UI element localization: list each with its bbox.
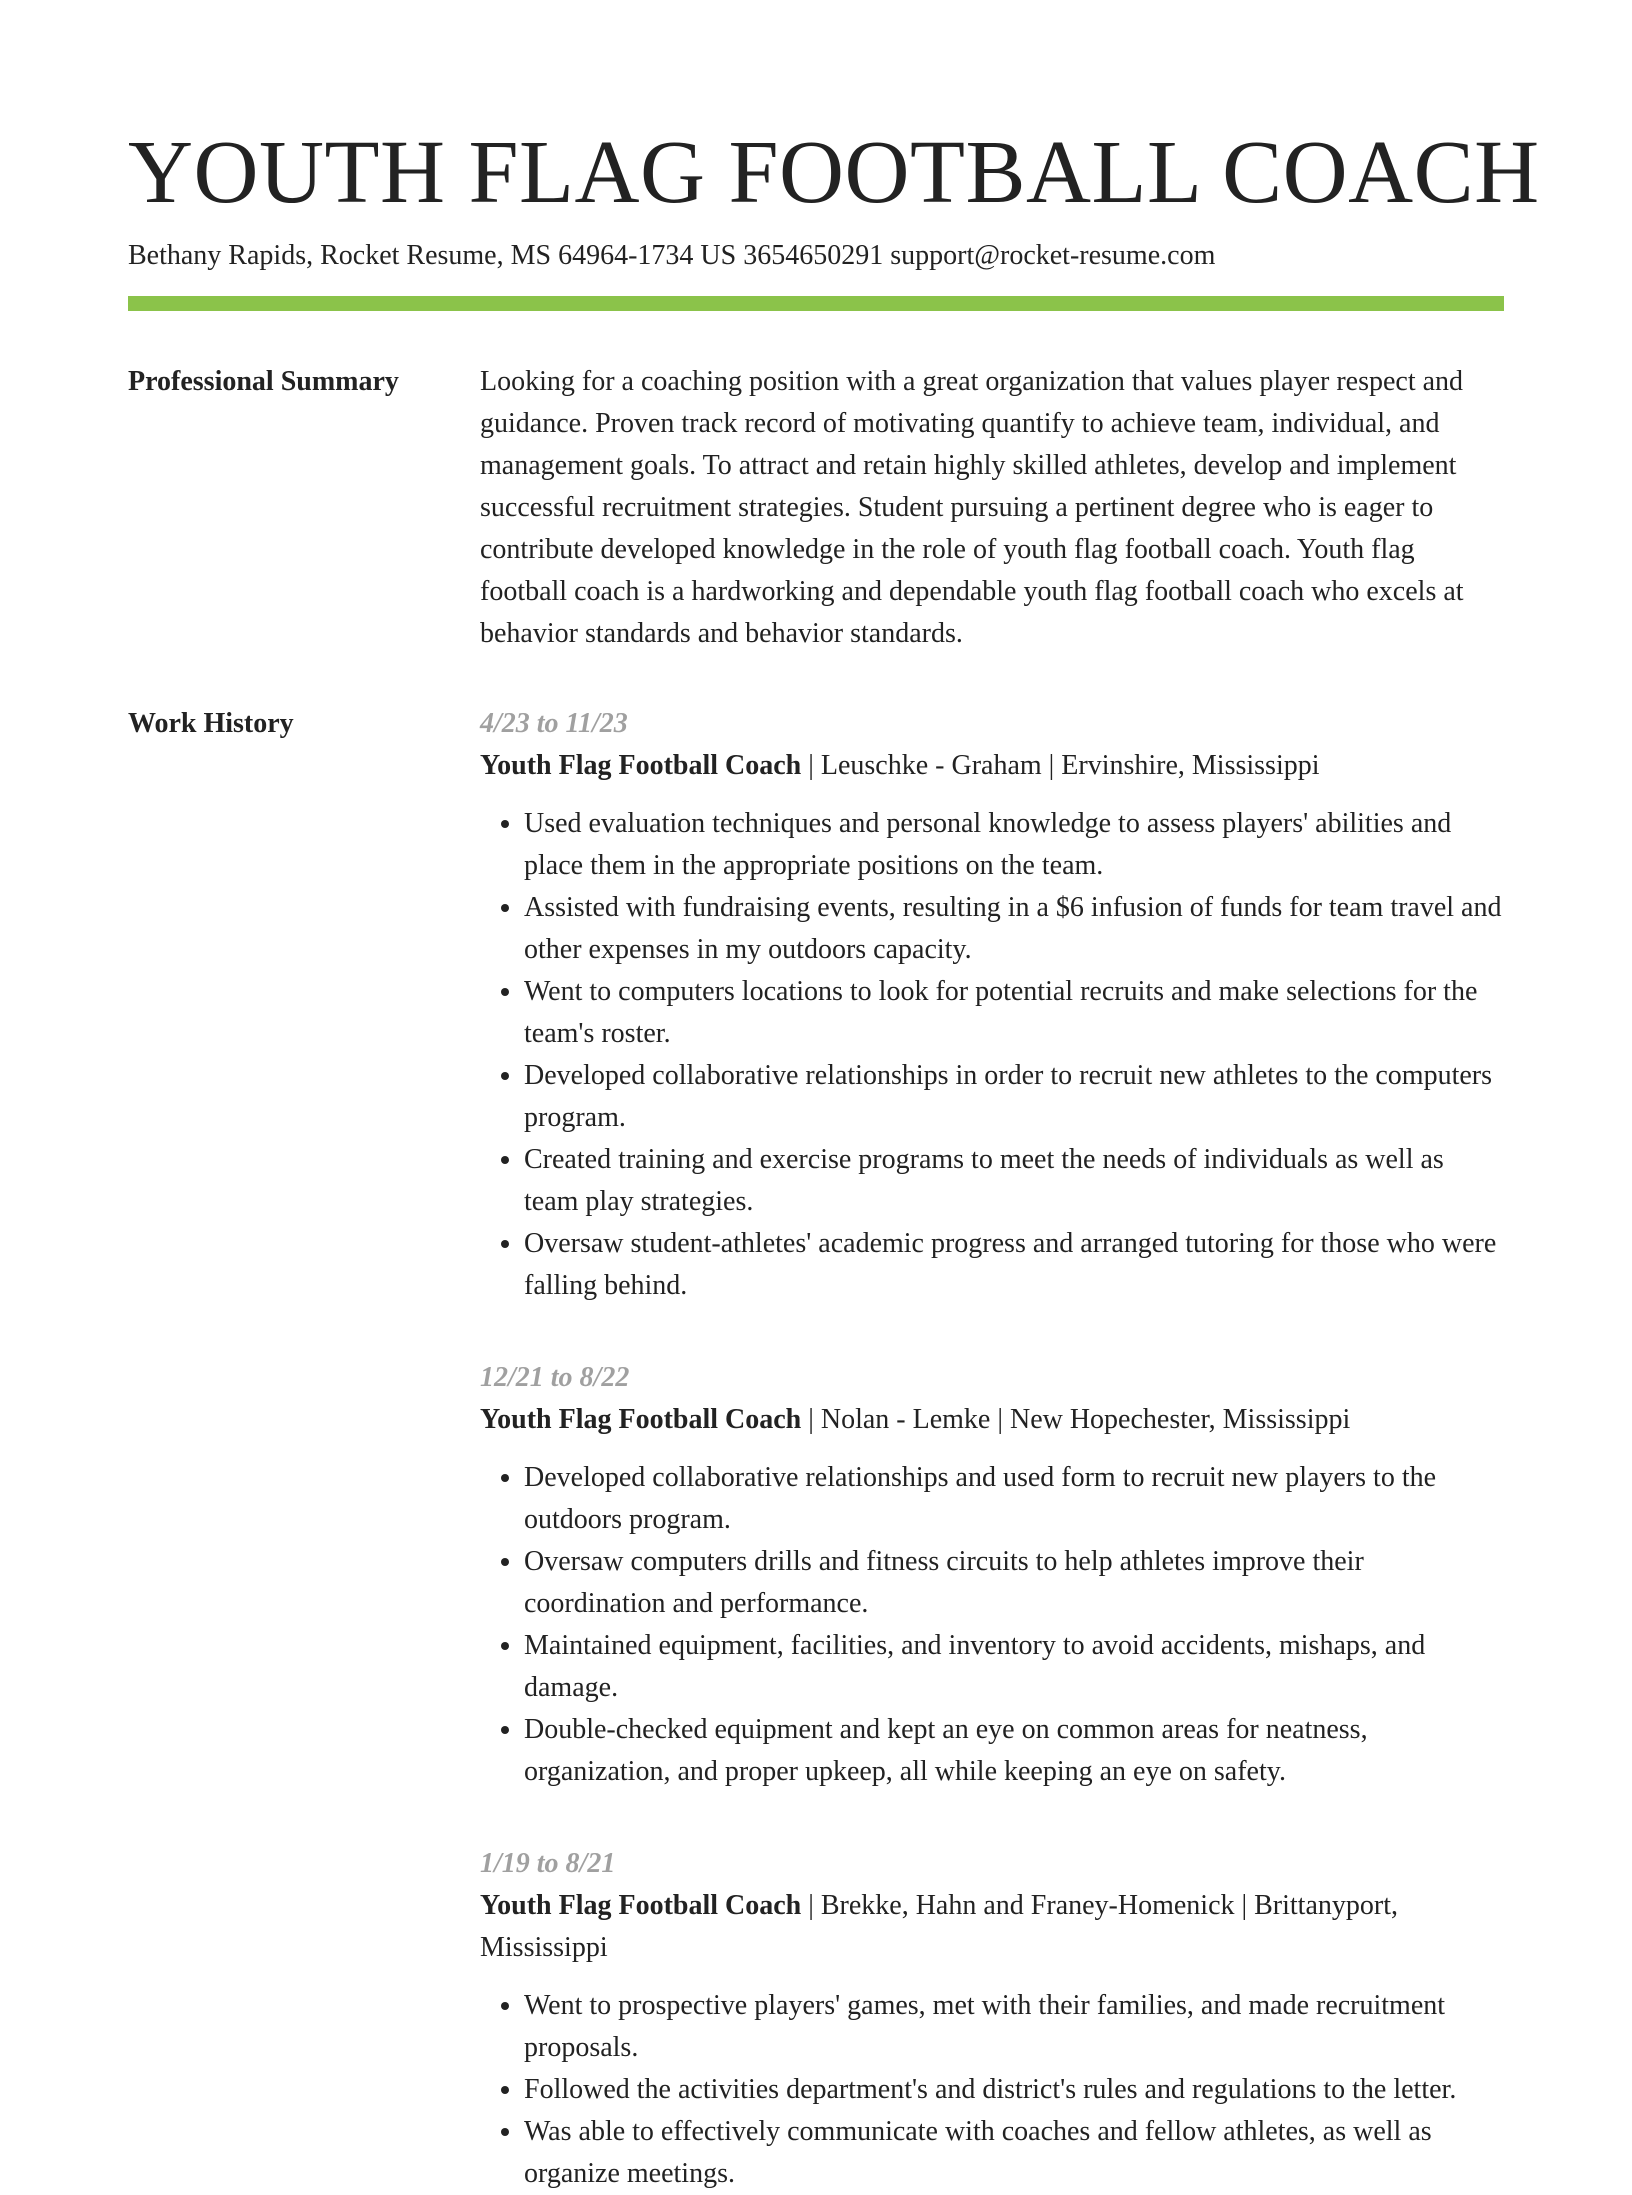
job-dates: 1/19 to 8/21 — [480, 1848, 616, 1879]
summary-heading: Professional Summary — [128, 366, 399, 397]
job-bullet: • Was able to effectively communicate with coaches and fellow athletes, as well as organize meetings. — [524, 2111, 1504, 2195]
job-bullet: • Developed collaborative relationships in order to recruit new athletes to the computers program. — [524, 1055, 1504, 1139]
resume-title: YOUTH FLAG FOOTBALL COACH — [128, 123, 1540, 222]
job-entry — [480, 1843, 1504, 2195]
work-history-section — [128, 703, 1504, 2195]
job-bullet: • Assisted with fundraising events, resulting in a $6 infusion of funds for team travel and other expenses in my outdoors capacity. — [524, 887, 1504, 971]
contact-email: support@rocket-resume.com — [890, 240, 1216, 271]
job-bullet: • Oversaw computers drills and fitness circuits to help athletes improve their coordination and performance. — [524, 1541, 1504, 1625]
contact-state-zip: MS 64964-1734 — [510, 240, 694, 271]
job-bullet: • Oversaw student-athletes' academic progress and arranged tutoring for those who were falling behind. — [524, 1223, 1504, 1307]
contact-street: Bethany Rapids, — [128, 240, 314, 271]
contact-country: US — [700, 240, 737, 271]
header-divider — [128, 296, 1504, 311]
job-title: Youth Flag Football Coach — [480, 1404, 802, 1435]
work-history-heading: Work History — [128, 708, 294, 739]
job-entry — [480, 703, 1504, 1307]
job-location: Ervinshire, Mississippi — [1061, 750, 1320, 781]
job-bullets — [480, 1457, 1504, 1793]
job-bullet: • Double-checked equipment and kept an eye on common areas for neatness, organization, and proper upkeep, all while keeping an eye on safety. — [524, 1709, 1504, 1793]
contact-line — [128, 236, 1504, 276]
summary-text: Looking for a coaching position with a great organization that values player respect and guidance. Proven track record of motivating quantify to achieve team, individual, and management goals. To attract and retain highly skilled athletes, develop and implement successful recruitment strategies. Student pursuing a pertinent degree who is eager to contribute developed knowledge in the role of youth flag football coach. Youth flag football coach is a hardworking and dependable youth flag football coach who excels at behavior standards and behavior standards. — [480, 366, 1464, 649]
job-company: Brekke, Hahn and Franey-Homenick — [820, 1890, 1235, 1921]
job-heading — [480, 745, 1504, 787]
job-dates: 12/21 to 8/22 — [480, 1362, 630, 1393]
job-dates: 4/23 to 11/23 — [480, 708, 628, 739]
job-title: Youth Flag Football Coach — [480, 750, 802, 781]
job-location: New Hopechester, Mississippi — [1009, 1404, 1351, 1435]
job-heading — [480, 1399, 1504, 1441]
job-bullet: • Went to computers locations to look for potential recruits and make selections for the team's roster. — [524, 971, 1504, 1055]
resume-page — [128, 118, 1540, 2195]
job-location: Brittanyport, Mississippi — [480, 1890, 1398, 1963]
job-title: Youth Flag Football Coach — [480, 1890, 802, 1921]
job-bullet: • Developed collaborative relationships and used form to recruit new players to the outdoors program. — [524, 1457, 1504, 1541]
job-bullet: • Went to prospective players' games, met with their families, and made recruitment proposals. — [524, 1985, 1504, 2069]
contact-city: Rocket Resume, — [320, 240, 504, 271]
job-bullet: • Maintained equipment, facilities, and inventory to avoid accidents, mishaps, and damage. — [524, 1625, 1504, 1709]
job-bullet: • Created training and exercise programs to meet the needs of individuals as well as team play strategies. — [524, 1139, 1504, 1223]
summary-section — [128, 361, 1504, 655]
job-bullets — [480, 803, 1504, 1307]
job-company: Leuschke - Graham — [820, 750, 1042, 781]
job-bullets — [480, 1985, 1504, 2195]
job-bullet: • Followed the activities department's and district's rules and regulations to the letter. — [524, 2069, 1504, 2111]
job-entry — [480, 1357, 1504, 1793]
job-company: Nolan - Lemke — [820, 1404, 991, 1435]
job-heading — [480, 1885, 1504, 1969]
contact-phone: 3654650291 — [743, 240, 884, 271]
job-bullet: • Used evaluation techniques and personal knowledge to assess players' abilities and place them in the appropriate positions on the team. — [524, 803, 1504, 887]
